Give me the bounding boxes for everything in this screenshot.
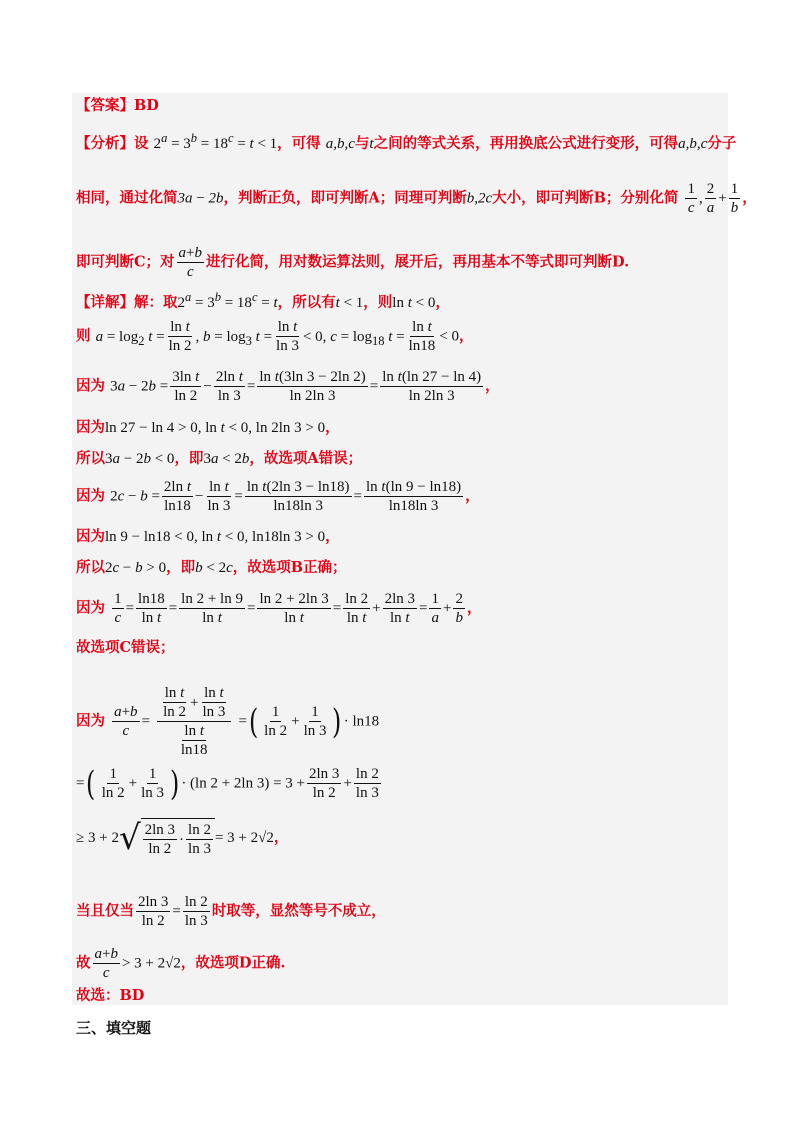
- detail-line-14: 当且仅当 $\frac{2\ln 3}{\ln 2}$ = $\frac{\ln 2}{\ln 3}$ 时取等，显然等号不成立，: [76, 894, 386, 929]
- answer-value: BD: [134, 97, 159, 114]
- detail-line-11: 因为 $\frac{a+b}{c}$ = $\frac{\text{ln t}}{\ln 2}$ + $\frac{\text{ln t}}{\ln 3}$ $\frac{\text{ln t}}{\ln 18}$ =( $\frac{1}{\ln 2}$ + $\frac{1}{\ln 3}$ ) · ln18: [76, 685, 380, 758]
- detail-line-6: 因为 2c − b = $\frac{\text{2ln t}}{\ln 18}$ − $\frac{\text{ln t}}{\ln 3}$ = $\frac{\text{ln t(2ln 3 − ln18)}}{\ln 18\ln 3}$ = $\frac{\text{ln t(ln 9 − ln18)}}{\ln 18\ln 3}$ ，: [76, 479, 480, 514]
- analysis-line-2: 相同，通过化简3a − 2b，判断正负，即可判断A；同理可判断b,2c大小，即可判断B；分别化简 $\frac{1}{c}$ , $\frac{2}{a}$ + $\frac{1}{b}$ ，: [76, 181, 757, 216]
- section-heading: 三、填空题: [76, 1019, 152, 1037]
- analysis-line-3: 即可判断C；对 $\frac{a+b}{c}$ 进行化简，用对数运算法则，展开后，再用基本不等式即可判断D.: [76, 245, 630, 280]
- detail-line-16: 故选：BD: [76, 987, 145, 1004]
- detail-line-1: 【详解】解：取$2^a = 3^b = 18^c = t$，所以有t < 1，则ln t < 0，: [76, 290, 450, 311]
- detail-line-12: =( $\frac{1}{\ln 2}$ + $\frac{1}{\ln 3}$ ) · (ln 2 + 2ln 3) = 3 + $\frac{2\ln 3}{\ln 2}$ + $\frac{\ln 2}{\ln 3}$: [76, 763, 379, 804]
- detail-line-15: 故 $\frac{a+b}{c}$ > 3 + 2√2，故选项D正确.: [76, 946, 286, 981]
- detail-line-4: 因为ln 27 − ln 4 > 0, ln t < 0, ln 2ln 3 > 0，: [76, 419, 340, 436]
- analysis-line-1: 【分析】设 $2^a = 3^b = 18^c = t < 1$，可得 a,b,c与t之间的等式关系，再用换底公式进行变形，可得a,b,c分子: [76, 131, 737, 152]
- solution-panel: [72, 93, 728, 1005]
- detail-line-7: 因为ln 9 − ln18 < 0, ln t < 0, ln18ln 3 > 0，: [76, 528, 340, 545]
- detail-line-3: 因为 3a − 2b = $\frac{\text{3ln t}}{\ln 2}$ − $\frac{\text{2ln t}}{\ln 3}$ = $\frac{\text{ln t(3ln 3 − 2ln 2)}}{\ln 2\ln 3}$ = $\frac{\text{ln t(ln 27 − ln 4)}}{\ln 2\ln 3}$ ，: [76, 369, 500, 404]
- detail-line-2: 则 $a = \log_2 t$ = $\frac{\text{ln t}}{\ln 2}$ , $b = \log_3 t$ = $\frac{\text{ln t}}{\ln 3}$ < 0, $c = \log_{18} t$ = $\frac{\text{ln t}}{\ln 18}$ < 0，: [76, 319, 474, 354]
- answer-line: [76, 96, 732, 116]
- detail-line-8: 所以2c − b > 0，即b < 2c，故选项B正确；: [76, 559, 347, 576]
- detail-line-10: 故选项C错误；: [76, 639, 175, 656]
- detail-line-13: ≥ 3 + 2 √ $\frac{2\ln 3}{\ln 2}$ · $\frac{\ln 2}{\ln 3}$ = 3 + 2√2，: [76, 818, 289, 858]
- detail-line-5: 所以3a − 2b < 0，即3a < 2b，故选项A错误；: [76, 450, 363, 467]
- detail-line-9: 因为 $\frac{1}{c}$ = $\frac{\ln 18}{\text{ln t}}$ = $\frac{\ln 2 + \ln 9}{\text{ln t}}$ = $\frac{\ln 2 + 2\ln 3}{\text{ln t}}$ = $\frac{\ln 2}{\text{ln t}}$ + $\frac{2\ln 3}{\text{ln t}}$ = $\frac{1}{a}$ + $\frac{2}{b}$ ，: [76, 591, 482, 626]
- answer-label: 【答案】: [76, 97, 134, 114]
